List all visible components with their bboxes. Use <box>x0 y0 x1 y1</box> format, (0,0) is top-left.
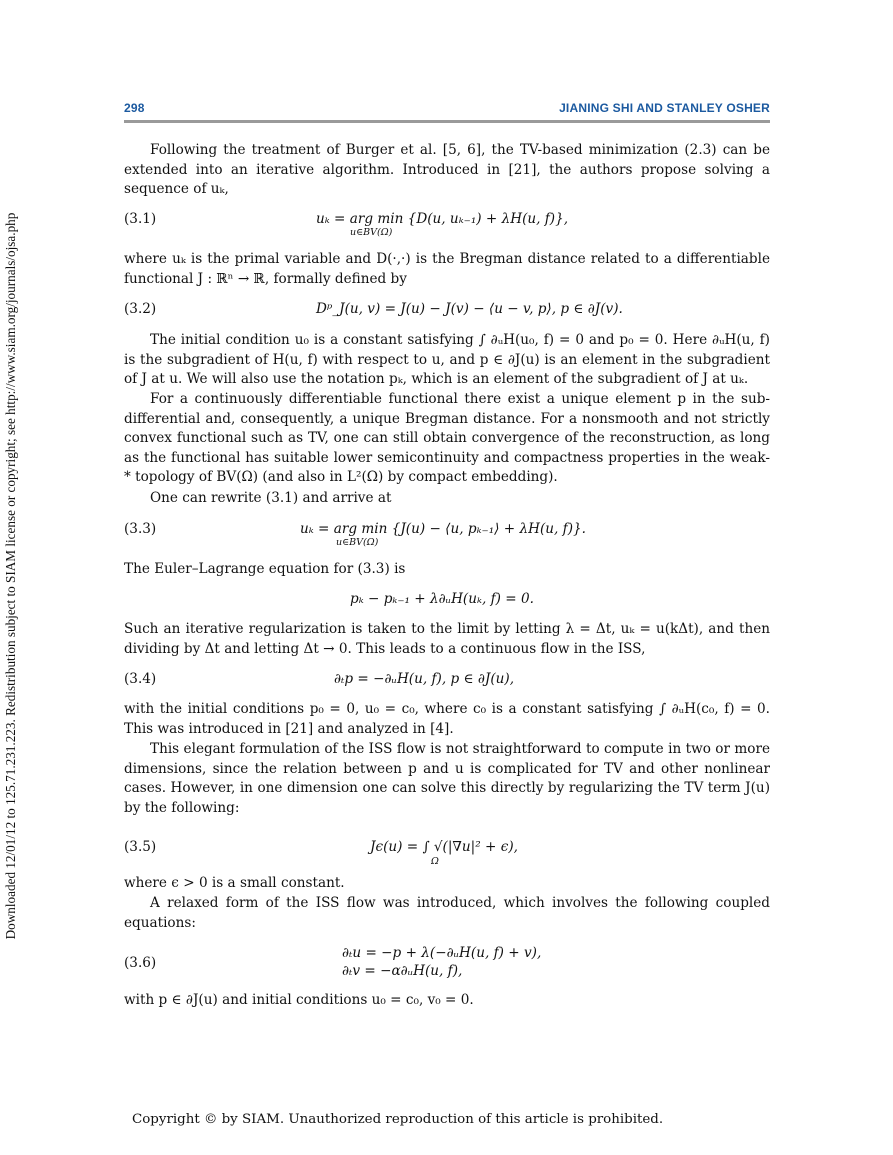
equation-number-3-5: (3.5) <box>124 839 157 855</box>
page-number: 298 <box>124 101 145 115</box>
paragraph-iss-flow: This elegant formulation of the ISS flow is not straightforward to compute in two or more dimensions, since the relation between p and u is complicated for TV and other nonlinear cases. However, in one dimension one can solve this directly by regularizing the TV term J(u) by the following: <box>124 741 770 816</box>
paragraph-intro: Following the treatment of Burger et al. [5, 6], the TV-based minimization (2.3) can be extended into an iterative algorithm. Introduced in [21], the authors propose solving a sequence of uₖ, <box>124 142 770 198</box>
paragraph-initial-conditions: with the initial conditions p₀ = 0, u₀ = c₀, where c₀ is a constant satisfying ∫ ∂ᵤH(c₀, f) = 0. This was introduced in [21] and analyzed in [4]. <box>124 701 770 737</box>
paragraph-convergence: For a continuously differentiable functional there exist a unique element p in the sub-differential and, consequently, a unique Bregman distance. For a nonsmooth and not strictly convex functional such as TV, one can still obtain convergence of the reconstruction, as long as the functional has suitable lower semicontinuity and compactness properties in the weak-* topology of BV(Ω) (and also in L²(Ω) by compact embedding). <box>124 391 770 486</box>
paragraph-rewrite: One can rewrite (3.1) and arrive at <box>150 490 392 506</box>
paragraph-bregman: where uₖ is the primal variable and D(·,·) is the Bregman distance related to a differentiable functional J : ℝⁿ → ℝ, formally defined by <box>124 251 770 287</box>
download-notice-text: Downloaded 12/01/12 to 125.71.231.223. Redistribution subject to SIAM license or copyright; see http://www.siam.org/journals/ojsa.php <box>3 212 18 940</box>
page-header <box>124 101 770 117</box>
equation-3-1: uₖ = arg min {D(u, uₖ₋₁) + λH(u, f)}, <box>316 211 569 227</box>
download-notice-sidebar <box>2 172 20 980</box>
equation-number-3-6: (3.6) <box>124 955 157 971</box>
equation-number-3-2: (3.2) <box>124 301 157 317</box>
equation-3-4: ∂ₜp = −∂ᵤH(u, f), p ∈ ∂J(u), <box>334 671 515 687</box>
copyright-footer: Copyright © by SIAM. Unauthorized reproduction of this article is prohibited. <box>132 1112 664 1127</box>
equation-euler-lagrange: pₖ − pₖ₋₁ + λ∂ᵤH(uₖ, f) = 0. <box>350 591 534 607</box>
paragraph-final-conditions: with p ∈ ∂J(u) and initial conditions u₀ = c₀, v₀ = 0. <box>124 992 474 1008</box>
equation-3-5: Jϵ(u) = ∫ √(|∇u|² + ϵ), <box>370 839 518 855</box>
equation-number-3-4: (3.4) <box>124 671 157 687</box>
equation-3-6-line-2: ∂ₜv = −α∂ᵤH(u, f), <box>342 963 463 979</box>
paragraph-euler-lagrange: The Euler–Lagrange equation for (3.3) is <box>124 561 406 577</box>
equation-3-6-line-1: ∂ₜu = −p + λ(−∂ᵤH(u, f) + v), <box>342 945 542 961</box>
equation-number-3-1: (3.1) <box>124 211 157 227</box>
paragraph-initial-condition: The initial condition u₀ is a constant satisfying ∫ ∂ᵤH(u₀, f) = 0 and p₀ = 0. Here ∂ᵤH(u, f) is the subgradient of H(u, f) with respect to u, and p ∈ ∂J(u) is an element in the subgradient of J at u. We will also use the notation pₖ, which is an element of the subgradient of J at uₖ. <box>124 332 770 388</box>
equation-3-1-subscript: u∈BV(Ω) <box>350 227 393 238</box>
running-head-authors: JIANING SHI AND STANLEY OSHER <box>559 101 770 115</box>
equation-number-3-3: (3.3) <box>124 521 157 537</box>
paragraph-relaxed-form: A relaxed form of the ISS flow was introduced, which involves the following coupled equations: <box>124 895 770 931</box>
equation-3-3: uₖ = arg min {J(u) − ⟨u, pₖ₋₁⟩ + λH(u, f)}. <box>300 521 586 537</box>
paragraph-iterative-limit: Such an iterative regularization is taken to the limit by letting λ = Δt, uₖ = u(kΔt), and then dividing by Δt and letting Δt → 0. This leads to a continuous flow in the ISS, <box>124 621 770 657</box>
header-rule <box>124 120 770 123</box>
equation-3-3-subscript: u∈BV(Ω) <box>336 537 379 548</box>
equation-3-2: Dᵖ_J(u, v) = J(u) − J(v) − ⟨u − v, p⟩, p ∈ ∂J(v). <box>316 301 623 317</box>
paragraph-epsilon: where ϵ > 0 is a small constant. <box>124 875 345 891</box>
equation-3-5-subscript: Ω <box>431 856 439 867</box>
